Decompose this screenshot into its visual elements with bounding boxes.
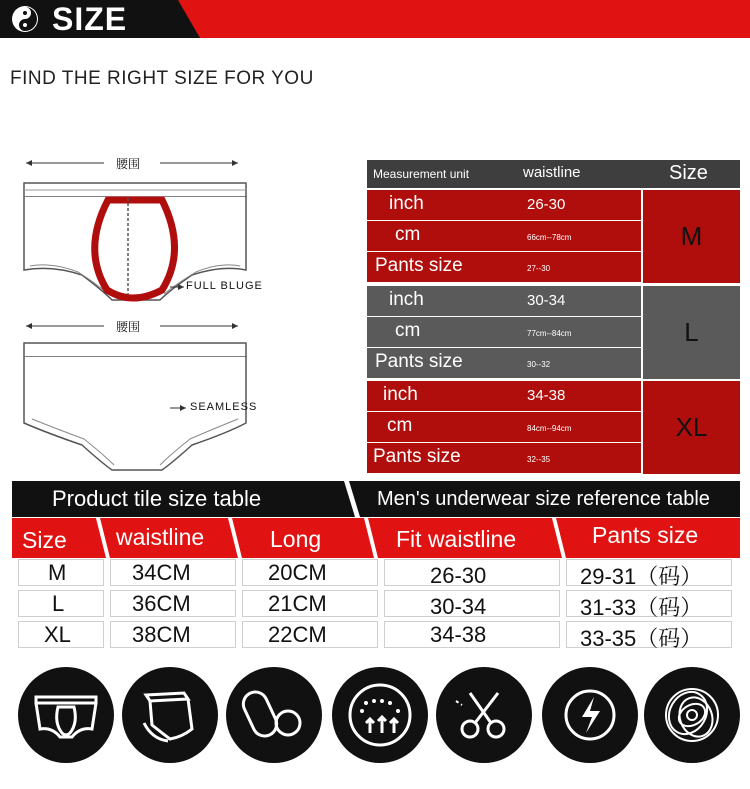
breathable-dots-icon <box>332 667 428 763</box>
cell-pants-size: 29-31（码） <box>580 564 703 589</box>
bulge-label: FULL BLUGE <box>186 280 263 292</box>
row-label: cm <box>387 415 413 436</box>
waist-label-1: 腰围 <box>116 157 141 171</box>
col-size: Size <box>22 527 67 553</box>
table-row <box>367 412 641 443</box>
row-value: 26-30 <box>527 196 566 213</box>
col-pants-size: Pants size <box>592 522 699 548</box>
row-label: inch <box>389 193 424 214</box>
row-value: 77cm--84cm <box>527 329 572 338</box>
table-row <box>12 590 740 619</box>
row-label: Pants size <box>375 255 463 276</box>
fabric-pill-icon <box>226 667 322 763</box>
table-row <box>12 621 740 650</box>
column-divider <box>552 518 566 558</box>
table-row <box>12 559 740 588</box>
cell-long: 22CM <box>268 622 327 647</box>
column-divider <box>228 518 242 558</box>
header-banner <box>0 0 750 38</box>
row-value: 34-38 <box>527 387 566 404</box>
cell-size: L <box>52 591 65 616</box>
cell-size: M <box>48 560 67 585</box>
table-row <box>367 190 641 221</box>
size-cell: L <box>641 286 740 379</box>
cell-pants-size: 33-35（码） <box>580 626 703 651</box>
tailoring-scissors-icon <box>436 667 532 763</box>
size-cell: XL <box>641 381 740 474</box>
row-value: 30-34 <box>527 292 566 309</box>
cell-waistline: 34CM <box>132 560 191 585</box>
column-divider <box>96 518 110 558</box>
table-row <box>367 252 641 283</box>
size-group-m <box>367 190 740 283</box>
cell-long: 21CM <box>268 591 327 616</box>
quick-dry-bolt-icon <box>542 667 638 763</box>
page-title: SIZE <box>52 1 128 37</box>
row-value: 66cm--78cm <box>527 233 572 242</box>
size-table-title-bar <box>12 481 740 517</box>
table-row <box>367 317 641 348</box>
measurement-table-header <box>367 160 740 188</box>
row-value: 32--35 <box>527 455 551 464</box>
briefs-front-diagram <box>12 150 302 310</box>
row-label: Pants size <box>375 351 463 372</box>
header-size: Size <box>669 162 708 184</box>
elastic-fiber-icon <box>644 667 740 763</box>
col-fit-waistline: Fit waistline <box>396 526 517 552</box>
row-label: Pants size <box>373 446 461 467</box>
row-label: cm <box>395 320 421 341</box>
seamless-label: SEAMLESS <box>190 401 258 413</box>
size-group-l <box>367 286 740 379</box>
product-size-table-title: Product tile size table <box>52 486 262 511</box>
subtitle: FIND THE RIGHT SIZE FOR YOU <box>10 68 314 89</box>
reference-table-title: Men's underwear size reference table <box>377 488 710 510</box>
size-table-header <box>12 518 740 558</box>
table-row <box>367 286 641 317</box>
cell-fit-waistline: 30-34 <box>430 594 487 619</box>
row-value: 30--32 <box>527 360 551 369</box>
briefs-side-icon <box>122 667 218 763</box>
cell-pants-size: 31-33（码） <box>580 595 703 620</box>
yin-yang-icon <box>12 6 38 32</box>
cell-waistline: 36CM <box>132 591 191 616</box>
cell-long: 20CM <box>268 560 327 585</box>
cell-waistline: 38CM <box>132 622 191 647</box>
briefs-seamless-diagram <box>12 313 302 473</box>
row-label: inch <box>383 384 418 405</box>
cell-size: XL <box>44 622 71 647</box>
header-waist: waistline <box>523 164 581 181</box>
col-waistline: waistline <box>116 524 205 550</box>
table-row <box>367 381 641 412</box>
cell-fit-waistline: 34-38 <box>430 622 487 647</box>
row-value: 27--30 <box>527 264 551 273</box>
row-label: inch <box>389 289 424 310</box>
waist-label-2: 腰围 <box>116 320 141 334</box>
briefs-pouch-icon <box>18 667 114 763</box>
col-long: Long <box>270 526 322 552</box>
table-row <box>367 443 641 474</box>
table-row <box>367 348 641 379</box>
row-value: 84cm--94cm <box>527 424 572 433</box>
measurement-table <box>367 160 740 472</box>
row-label: cm <box>395 224 421 245</box>
title-divider <box>344 481 360 517</box>
size-group-xl <box>367 381 740 474</box>
cell-fit-waistline: 26-30 <box>430 563 487 588</box>
size-cell: M <box>641 190 740 283</box>
header-unit: Measurement unit <box>373 167 470 181</box>
feature-icons-row <box>18 667 740 763</box>
table-row <box>367 221 641 252</box>
column-divider <box>364 518 378 558</box>
